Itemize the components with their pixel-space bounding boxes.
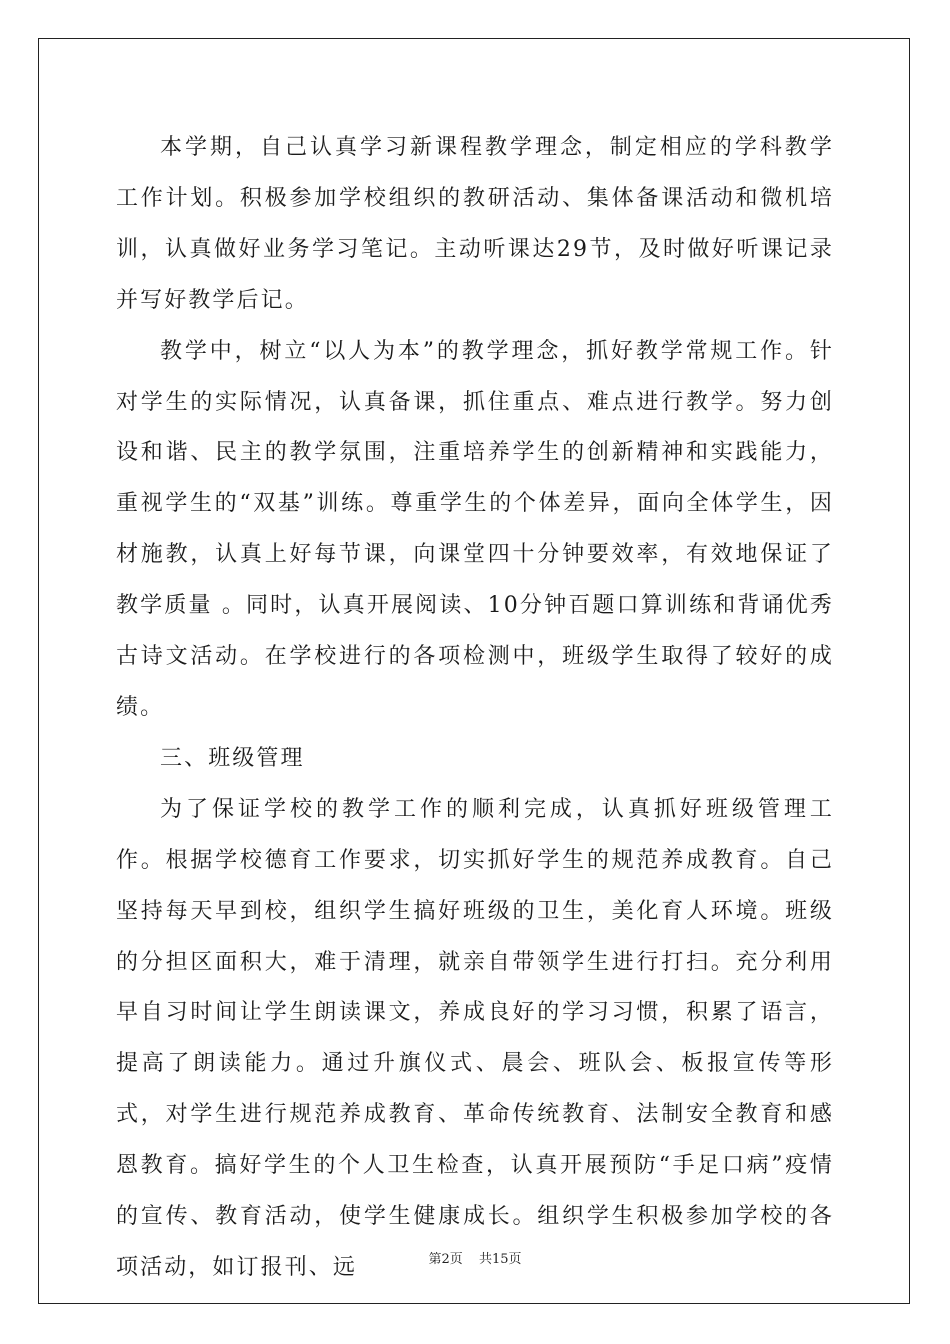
- page-footer: [0, 1248, 950, 1267]
- document-body: [116, 123, 834, 1294]
- page-number-current: 第2页: [428, 1252, 463, 1267]
- paragraph-study: 本学期，自己认真学习新课程教学理念，制定相应的学科教学工作计划。积极参加学校组织的教研活动、集体备课活动和微机培训，认真做好业务学习笔记。主动听课达29节，及时做好听课记录并写好教学后记。: [116, 135, 834, 313]
- section-heading-class-management: 三、班级管理: [160, 745, 305, 771]
- page-number-total: 共15页: [478, 1252, 522, 1267]
- paragraph-class-management: 为了保证学校的教学工作的顺利完成，认真抓好班级管理工作。根据学校德育工作要求，切实抓好学生的规范养成教育。自己坚持每天早到校，组织学生搞好班级的卫生，美化育人环境。班级的分担区面积大，难于清理，就亲自带领学生进行打扫。充分利用早自习时间让学生朗读课文，养成良好的学习习惯，积累了语言，提高了朗读能力。通过升旗仪式、晨会、班队会、板报宣传等形式，对学生进行规范养成教育、革命传统教育、法制安全教育和感恩教育。搞好学生的个人卫生检查，认真开展预防“手足口病”疫情的宣传、教育活动，使学生健康成长。组织学生积极参加学校的各项活动，如订报刊、远: [116, 796, 834, 1280]
- paragraph-teaching: 教学中，树立“以人为本”的教学理念，抓好教学常规工作。针对学生的实际情况，认真备课，抓住重点、难点进行教学。努力创设和谐、民主的教学氛围，注重培养学生的创新精神和实践能力，重视学生的“双基”训练。尊重学生的个体差异，面向全体学生，因材施教，认真上好每节课，向课堂四十分钟要效率，有效地保证了教学质量 。同时，认真开展阅读、10分钟百题口算训练和背诵优秀古诗文活动。在学校进行的各项检测中，班级学生取得了较好的成绩。: [116, 338, 834, 720]
